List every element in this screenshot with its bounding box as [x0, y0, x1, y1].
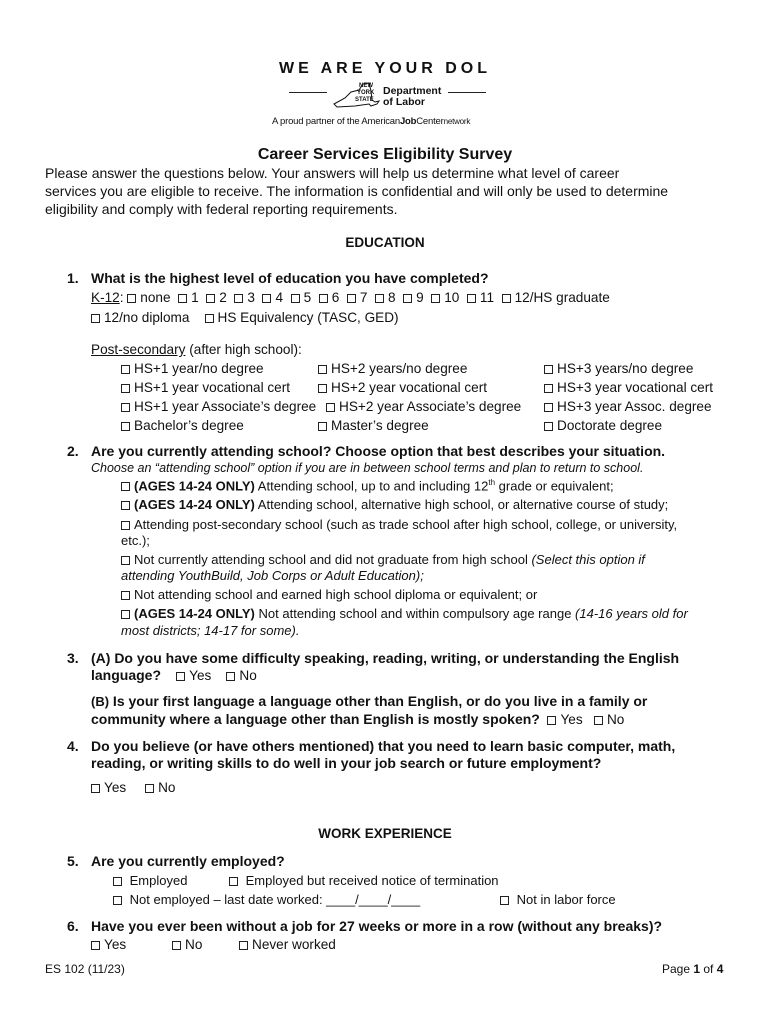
k12-option-8[interactable]: 8 — [375, 290, 396, 305]
dept-line2: of Labor — [383, 96, 425, 108]
post-option-master[interactable]: Master’s degree — [318, 418, 429, 433]
q3-number: 3. — [67, 650, 79, 666]
slogan: WE ARE YOUR DOL — [278, 60, 491, 77]
checkbox[interactable] — [502, 294, 511, 303]
ny-label-york: YORK — [357, 90, 375, 96]
checkbox[interactable] — [594, 716, 603, 725]
checkbox[interactable] — [239, 941, 248, 950]
checkbox[interactable] — [91, 314, 100, 323]
checkbox[interactable] — [347, 294, 356, 303]
checkbox[interactable] — [121, 591, 130, 600]
q5-option-employed[interactable]: Employed — [113, 873, 187, 888]
checkbox[interactable] — [467, 294, 476, 303]
checkbox[interactable] — [544, 422, 553, 431]
k12-label: K-12 — [91, 290, 120, 305]
q4-answers — [91, 780, 175, 795]
checkbox[interactable] — [403, 294, 412, 303]
checkbox[interactable] — [431, 294, 440, 303]
q4-yes[interactable]: Yes — [91, 780, 126, 795]
checkbox[interactable] — [91, 941, 100, 950]
logo-rule-right — [448, 92, 486, 93]
checkbox[interactable] — [500, 896, 509, 905]
q3a-no[interactable]: No — [226, 668, 256, 683]
k12-option-6[interactable]: 6 — [319, 290, 340, 305]
q2-option-compulsory-age[interactable]: (AGES 14-24 ONLY) Not attending school and within compulsory age range (14-16 years old for — [121, 606, 688, 621]
q3a-line2: language? Yes No — [91, 667, 257, 683]
checkbox[interactable] — [121, 384, 130, 393]
checkbox[interactable] — [113, 877, 122, 886]
partner-american: American — [361, 116, 400, 127]
checkbox[interactable] — [544, 403, 553, 412]
section-work-experience: WORK EXPERIENCE — [318, 826, 452, 841]
q2-option-attending-alternative[interactable]: (AGES 14-24 ONLY) Attending school, alternative high school, or alternative course of study; — [121, 497, 668, 512]
q3b-yes[interactable]: Yes — [547, 712, 582, 727]
post-option-hs1-no-degree[interactable]: HS+1 year/no degree — [121, 361, 264, 376]
checkbox[interactable] — [145, 784, 154, 793]
checkbox[interactable] — [375, 294, 384, 303]
checkbox[interactable] — [544, 365, 553, 374]
post-option-hs2-vocational[interactable]: HS+2 year vocational cert — [318, 380, 487, 395]
partner-line — [272, 116, 470, 127]
dept-line1: Department — [383, 85, 442, 97]
q6-yes[interactable]: Yes — [91, 937, 126, 952]
checkbox[interactable] — [121, 521, 130, 530]
k12-option-5[interactable]: 5 — [291, 290, 312, 305]
checkbox[interactable] — [121, 365, 130, 374]
checkbox[interactable] — [91, 784, 100, 793]
q2-option-compulsory-age-cont: most districts; 14-17 for some). — [121, 623, 300, 638]
checkbox[interactable] — [291, 294, 300, 303]
q1-text: What is the highest level of education you have completed? — [91, 270, 489, 286]
post-option-hs3-associate[interactable]: HS+3 year Assoc. degree — [544, 399, 712, 414]
checkbox[interactable] — [205, 314, 214, 323]
k12-option-3[interactable]: 3 — [234, 290, 255, 305]
checkbox[interactable] — [121, 422, 130, 431]
post-option-hs3-no-degree[interactable]: HS+3 years/no degree — [544, 361, 693, 376]
checkbox[interactable] — [127, 294, 136, 303]
q3a-yes[interactable]: Yes — [176, 668, 211, 683]
q4-number: 4. — [67, 738, 79, 754]
checkbox[interactable] — [172, 941, 181, 950]
checkbox[interactable] — [226, 672, 235, 681]
checkbox[interactable] — [262, 294, 271, 303]
k12-option-12-hs-graduate[interactable]: 12/HS graduate — [502, 290, 610, 305]
q2-option-post-secondary[interactable]: Attending post-secondary school (such as trade school after high school, college, or university, — [121, 517, 677, 532]
q2-option-post-secondary-cont: etc.); — [121, 533, 150, 548]
k12-option-2[interactable]: 2 — [206, 290, 227, 305]
checkbox[interactable] — [318, 422, 327, 431]
checkbox[interactable] — [318, 365, 327, 374]
k12-option-9[interactable]: 9 — [403, 290, 424, 305]
k12-option-1[interactable]: 1 — [178, 290, 199, 305]
option-hs-equivalency[interactable]: HS Equivalency (TASC, GED) — [205, 310, 399, 325]
q6-text: Have you ever been without a job for 27 weeks or more in a row (without any breaks)? — [91, 918, 663, 934]
q1-k12-row: K-12: none 1 2 3 4 5 6 7 8 9 10 11 12/HS graduate — [91, 290, 610, 305]
page-number: Page 1 of 4 — [662, 962, 724, 976]
checkbox[interactable] — [234, 294, 243, 303]
ny-label-state: STATE — [355, 97, 374, 103]
q5-option-not-in-labor-force[interactable]: Not in labor force — [500, 892, 616, 907]
k12-option-11[interactable]: 11 — [467, 290, 494, 305]
q1-number: 1. — [67, 270, 79, 286]
checkbox[interactable] — [547, 716, 556, 725]
post-secondary-label: Post-secondary (after high school): — [91, 342, 302, 357]
intro-line-3: eligibility and comply with federal reporting requirements. — [45, 201, 398, 217]
k12-option-10[interactable]: 10 — [431, 290, 459, 305]
k12-option-none[interactable]: none — [127, 290, 170, 305]
q4-line2: reading, or writing skills to do well in your job search or future employment? — [91, 755, 602, 771]
q4-no[interactable]: No — [145, 780, 175, 795]
post-option-hs2-associate[interactable]: HS+2 year Associate’s degree — [326, 399, 521, 414]
partner-job: Job — [399, 116, 417, 127]
q2-option-not-attending-no-grad-cont: attending YouthBuild, Job Corps or Adult Education); — [121, 568, 424, 583]
checkbox[interactable] — [326, 403, 335, 412]
option-12-no-diploma[interactable]: 12/no diploma — [91, 310, 189, 325]
q3b-no[interactable]: No — [594, 712, 624, 727]
ny-label-new: NEW — [359, 83, 373, 89]
q5-option-notice[interactable]: Employed but received notice of termination — [229, 873, 499, 888]
q2-note: Choose an “attending school” option if you are in between school terms and plan to return to school. — [91, 461, 644, 475]
checkbox[interactable] — [318, 384, 327, 393]
q2-number: 2. — [67, 443, 79, 459]
checkbox[interactable] — [176, 672, 185, 681]
intro-line-2: services you are eligible to receive. The information is confidential and will only be used to determine — [45, 183, 669, 199]
checkbox[interactable] — [121, 482, 130, 491]
checkbox[interactable] — [121, 501, 130, 510]
post-option-doctorate[interactable]: Doctorate degree — [544, 418, 662, 433]
q6-no[interactable]: No — [172, 937, 202, 952]
checkbox[interactable] — [178, 294, 187, 303]
section-education: EDUCATION — [345, 235, 425, 250]
q6-number: 6. — [67, 918, 79, 934]
post-option-bachelor[interactable]: Bachelor’s degree — [121, 418, 244, 433]
logo-rule-left — [289, 92, 327, 93]
post-option-hs2-no-degree[interactable]: HS+2 years/no degree — [318, 361, 467, 376]
q2-option-not-attending-diploma[interactable]: Not attending school and earned high school diploma or equivalent; or — [121, 587, 537, 602]
q5-option-not-employed[interactable]: Not employed – last date worked: ____/____/____ — [113, 892, 420, 907]
checkbox[interactable] — [206, 294, 215, 303]
post-option-hs1-associate[interactable]: HS+1 year Associate’s degree — [121, 399, 316, 414]
post-option-hs1-vocational[interactable]: HS+1 year vocational cert — [121, 380, 290, 395]
q3b-line1: (B) Is your first language a language other than English, or do you live in a family or — [91, 693, 648, 709]
partner-network: network — [443, 117, 471, 126]
checkbox[interactable] — [544, 384, 553, 393]
partner-center: Center — [416, 116, 444, 127]
partner-prefix: A proud partner of the — [272, 116, 362, 127]
q3a-line1: (A) Do you have some difficulty speaking, reading, writing, or understanding the English — [91, 650, 680, 666]
checkbox[interactable] — [113, 896, 122, 905]
checkbox[interactable] — [121, 556, 130, 565]
q2-option-attending-k12[interactable]: (AGES 14-24 ONLY) Attending school, up to and including 12th grade or equivalent; — [121, 478, 614, 493]
k12-option-7[interactable]: 7 — [347, 290, 368, 305]
q3b-line2: community where a language other than English is mostly spoken? Yes No — [91, 711, 625, 727]
q1-row2 — [91, 310, 399, 325]
k12-option-4[interactable]: 4 — [262, 290, 283, 305]
page-title: Career Services Eligibility Survey — [257, 146, 513, 163]
intro-line-1: Please answer the questions below. Your answers will help us determine what level of career — [45, 165, 620, 181]
checkbox[interactable] — [229, 877, 238, 886]
post-option-hs3-vocational[interactable]: HS+3 year vocational cert — [544, 380, 713, 395]
form-id: ES 102 (11/23) — [45, 962, 125, 976]
q2-option-not-attending-no-grad[interactable]: Not currently attending school and did not graduate from high school (Select this option if — [121, 552, 645, 567]
q5-number: 5. — [67, 853, 79, 869]
checkbox[interactable] — [121, 610, 130, 619]
q5-text: Are you currently employed? — [91, 853, 285, 869]
q6-never-worked[interactable]: Never worked — [239, 937, 336, 952]
q2-text: Are you currently attending school? Choose option that best describes your situation. — [91, 443, 666, 459]
checkbox[interactable] — [121, 403, 130, 412]
checkbox[interactable] — [319, 294, 328, 303]
q4-line1: Do you believe (or have others mentioned) that you need to learn basic computer, math, — [91, 738, 676, 754]
